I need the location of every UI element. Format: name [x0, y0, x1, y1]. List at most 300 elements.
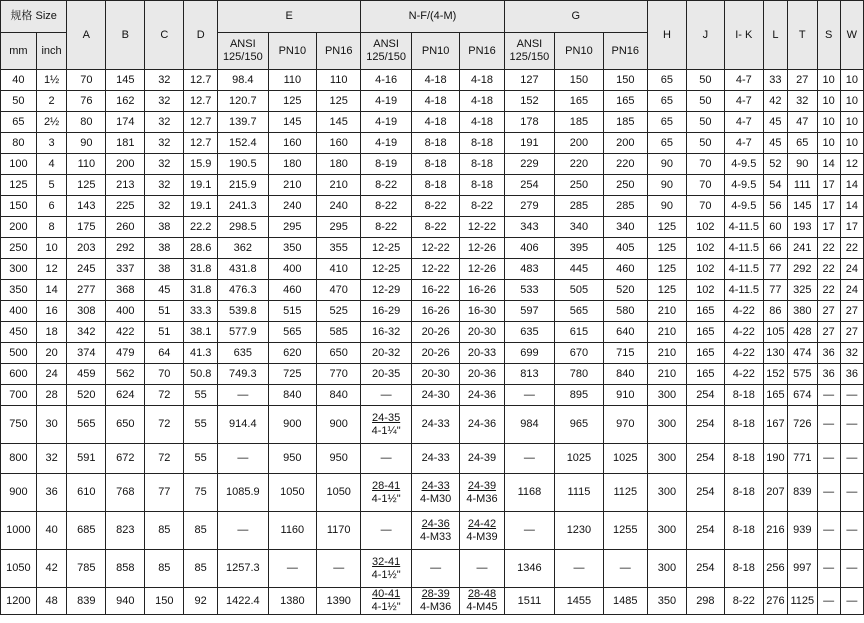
cell-c: 32	[145, 133, 184, 154]
cell-b: 624	[106, 385, 145, 406]
cell-e-pn16: —	[317, 550, 361, 588]
table-row	[1, 343, 864, 364]
cell-h: 65	[647, 70, 686, 91]
cell-b: 650	[106, 406, 145, 444]
cell-s: 14	[817, 154, 840, 175]
cell-mm: 100	[1, 154, 37, 175]
cell-e-pn10: 240	[268, 196, 316, 217]
cell-g-pn10: 965	[555, 406, 603, 444]
cell-j: 298	[686, 588, 724, 615]
cell-j: 70	[686, 154, 724, 175]
cell-g-ansi: 483	[504, 259, 555, 280]
cell-g-pn16: 185	[603, 112, 647, 133]
cell-s: 10	[817, 91, 840, 112]
cell-d: 85	[184, 550, 218, 588]
nf-pn10-header: PN10	[411, 33, 459, 70]
cell-ik: 4-9.5	[724, 175, 763, 196]
cell-nf-ansi: 32-41 4-1½"	[361, 550, 412, 588]
cell-g-pn16: 150	[603, 70, 647, 91]
cell-mm: 50	[1, 91, 37, 112]
table-row	[1, 259, 864, 280]
cell-w: —	[840, 588, 863, 615]
cell-nf-pn10: 20-26	[411, 343, 459, 364]
cell-s: —	[817, 444, 840, 474]
e-pn16-header: PN16	[317, 33, 361, 70]
cell-e-pn16: 240	[317, 196, 361, 217]
cell-g-ansi: 1511	[504, 588, 555, 615]
cell-nf-pn16: 24-36	[460, 385, 504, 406]
cell-h: 300	[647, 444, 686, 474]
cell-nf-ansi: 12-29	[361, 280, 412, 301]
cell-g-pn10: 150	[555, 70, 603, 91]
cell-a: 110	[67, 154, 106, 175]
cell-mm: 80	[1, 133, 37, 154]
cell-l: 54	[763, 175, 787, 196]
cell-nf-ansi: 28-41 4-1½"	[361, 474, 412, 512]
cell-j: 254	[686, 444, 724, 474]
nf-ansi-header: ANSI 125/150	[361, 33, 412, 70]
cell-t: 111	[788, 175, 818, 196]
size-header: 规格 Size	[1, 1, 67, 33]
cell-e-ansi: 362	[218, 238, 269, 259]
cell-g-ansi: 635	[504, 322, 555, 343]
cell-l: 33	[763, 70, 787, 91]
cell-g-ansi: 597	[504, 301, 555, 322]
cell-g-ansi: 406	[504, 238, 555, 259]
cell-s: 17	[817, 196, 840, 217]
cell-h: 65	[647, 133, 686, 154]
cell-d: 28.6	[184, 238, 218, 259]
cell-nf-pn16: 8-18	[460, 175, 504, 196]
cell-nf-ansi: 4-19	[361, 112, 412, 133]
cell-g-pn16: 640	[603, 322, 647, 343]
cell-b: 768	[106, 474, 145, 512]
cell-b: 940	[106, 588, 145, 615]
cell-d: 12.7	[184, 91, 218, 112]
cell-nf-pn10: 4-18	[411, 91, 459, 112]
cell-nf-pn16: 20-33	[460, 343, 504, 364]
cell-ik: 4-22	[724, 343, 763, 364]
table-row	[1, 154, 864, 175]
cell-t: 839	[788, 474, 818, 512]
cell-g-pn16: 1025	[603, 444, 647, 474]
cell-e-pn16: 770	[317, 364, 361, 385]
col-g-header: G	[504, 1, 647, 33]
cell-c: 77	[145, 474, 184, 512]
cell-a: 308	[67, 301, 106, 322]
cell-t: 474	[788, 343, 818, 364]
cell-inch: 48	[36, 588, 67, 615]
cell-a: 277	[67, 280, 106, 301]
cell-c: 32	[145, 175, 184, 196]
cell-nf-pn16: 16-30	[460, 301, 504, 322]
cell-e-pn10: 145	[268, 112, 316, 133]
cell-d: 12.7	[184, 70, 218, 91]
cell-h: 125	[647, 280, 686, 301]
cell-t: 325	[788, 280, 818, 301]
cell-nf-ansi: 40-41 4-1½"	[361, 588, 412, 615]
cell-nf-pn16: 16-26	[460, 280, 504, 301]
cell-mm: 250	[1, 238, 37, 259]
table-row	[1, 196, 864, 217]
cell-c: 51	[145, 322, 184, 343]
cell-ik: 4-11.5	[724, 259, 763, 280]
cell-inch: 20	[36, 343, 67, 364]
cell-w: 12	[840, 154, 863, 175]
cell-l: 167	[763, 406, 787, 444]
cell-nf-ansi: 16-32	[361, 322, 412, 343]
cell-e-ansi: 539.8	[218, 301, 269, 322]
cell-e-pn10: 350	[268, 238, 316, 259]
cell-g-ansi: 1168	[504, 474, 555, 512]
cell-e-pn10: 840	[268, 385, 316, 406]
cell-b: 145	[106, 70, 145, 91]
cell-nf-ansi: 4-19	[361, 133, 412, 154]
cell-d: 33.3	[184, 301, 218, 322]
cell-e-pn10: 1050	[268, 474, 316, 512]
cell-g-pn10: 395	[555, 238, 603, 259]
cell-ik: 4-11.5	[724, 217, 763, 238]
cell-g-pn10: 200	[555, 133, 603, 154]
cell-nf-ansi: —	[361, 385, 412, 406]
cell-e-ansi: 431.8	[218, 259, 269, 280]
cell-d: 31.8	[184, 280, 218, 301]
cell-c: 38	[145, 238, 184, 259]
col-j-header: J	[686, 1, 724, 70]
cell-b: 858	[106, 550, 145, 588]
cell-inch: 1½	[36, 70, 67, 91]
cell-w: 14	[840, 175, 863, 196]
cell-g-pn16: 460	[603, 259, 647, 280]
cell-s: —	[817, 385, 840, 406]
cell-g-ansi: 254	[504, 175, 555, 196]
cell-a: 76	[67, 91, 106, 112]
cell-t: 241	[788, 238, 818, 259]
cell-h: 65	[647, 112, 686, 133]
cell-inch: 12	[36, 259, 67, 280]
col-h-header: H	[647, 1, 686, 70]
col-d-header: D	[184, 1, 218, 70]
cell-g-pn16: 520	[603, 280, 647, 301]
cell-e-pn16: 295	[317, 217, 361, 238]
cell-e-pn16: 355	[317, 238, 361, 259]
table-row	[1, 91, 864, 112]
cell-g-pn16: 840	[603, 364, 647, 385]
table-row	[1, 474, 864, 512]
cell-b: 292	[106, 238, 145, 259]
cell-inch: 16	[36, 301, 67, 322]
cell-inch: 40	[36, 512, 67, 550]
cell-nf-pn10: 24-33	[411, 406, 459, 444]
cell-j: 165	[686, 364, 724, 385]
cell-nf-pn16: 24-36	[460, 406, 504, 444]
cell-a: 591	[67, 444, 106, 474]
cell-c: 32	[145, 196, 184, 217]
cell-mm: 900	[1, 474, 37, 512]
cell-e-pn10: 160	[268, 133, 316, 154]
cell-t: 193	[788, 217, 818, 238]
cell-inch: 32	[36, 444, 67, 474]
cell-ik: 8-18	[724, 444, 763, 474]
cell-nf-pn10: 24-33	[411, 444, 459, 474]
cell-e-pn10: 110	[268, 70, 316, 91]
cell-nf-pn16: 20-30	[460, 322, 504, 343]
cell-l: 105	[763, 322, 787, 343]
cell-b: 422	[106, 322, 145, 343]
cell-l: 77	[763, 259, 787, 280]
cell-inch: 2	[36, 91, 67, 112]
cell-ik: 4-7	[724, 133, 763, 154]
cell-d: 15.9	[184, 154, 218, 175]
cell-h: 210	[647, 343, 686, 364]
cell-t: 65	[788, 133, 818, 154]
cell-s: 10	[817, 112, 840, 133]
g-pn16-header: PN16	[603, 33, 647, 70]
table-row	[1, 112, 864, 133]
cell-d: 12.7	[184, 133, 218, 154]
cell-inch: 4	[36, 154, 67, 175]
cell-g-pn16: 285	[603, 196, 647, 217]
cell-s: —	[817, 588, 840, 615]
cell-w: 14	[840, 196, 863, 217]
cell-mm: 200	[1, 217, 37, 238]
cell-ik: 4-7	[724, 91, 763, 112]
cell-c: 70	[145, 364, 184, 385]
cell-c: 72	[145, 385, 184, 406]
cell-g-ansi: 191	[504, 133, 555, 154]
cell-h: 125	[647, 217, 686, 238]
cell-h: 210	[647, 364, 686, 385]
cell-s: 36	[817, 364, 840, 385]
cell-a: 565	[67, 406, 106, 444]
cell-w: —	[840, 512, 863, 550]
cell-b: 162	[106, 91, 145, 112]
cell-j: 165	[686, 343, 724, 364]
cell-g-ansi: 178	[504, 112, 555, 133]
cell-a: 459	[67, 364, 106, 385]
cell-t: 939	[788, 512, 818, 550]
cell-mm: 1050	[1, 550, 37, 588]
cell-inch: 3	[36, 133, 67, 154]
cell-t: 771	[788, 444, 818, 474]
cell-e-ansi: 476.3	[218, 280, 269, 301]
cell-nf-pn10: 8-22	[411, 217, 459, 238]
cell-mm: 500	[1, 343, 37, 364]
table-row	[1, 550, 864, 588]
cell-e-pn16: 585	[317, 322, 361, 343]
cell-l: 130	[763, 343, 787, 364]
cell-nf-pn16: 28-48 4-M45	[460, 588, 504, 615]
cell-b: 260	[106, 217, 145, 238]
cell-h: 300	[647, 406, 686, 444]
cell-s: —	[817, 512, 840, 550]
cell-c: 64	[145, 343, 184, 364]
cell-e-pn10: 725	[268, 364, 316, 385]
cell-g-pn16: 165	[603, 91, 647, 112]
cell-l: 165	[763, 385, 787, 406]
cell-nf-pn10: 16-22	[411, 280, 459, 301]
cell-e-pn10: —	[268, 550, 316, 588]
cell-w: 27	[840, 322, 863, 343]
cell-nf-ansi: 12-25	[361, 238, 412, 259]
cell-b: 174	[106, 112, 145, 133]
cell-nf-pn10: 24-36 4-M33	[411, 512, 459, 550]
cell-c: 85	[145, 512, 184, 550]
cell-inch: 2½	[36, 112, 67, 133]
cell-e-pn16: 160	[317, 133, 361, 154]
cell-ik: 4-22	[724, 364, 763, 385]
cell-j: 102	[686, 280, 724, 301]
cell-ik: 4-22	[724, 322, 763, 343]
cell-e-pn16: 900	[317, 406, 361, 444]
cell-w: 24	[840, 280, 863, 301]
cell-a: 203	[67, 238, 106, 259]
cell-nf-pn16: 12-26	[460, 259, 504, 280]
cell-c: 85	[145, 550, 184, 588]
cell-g-pn16: 405	[603, 238, 647, 259]
cell-d: 19.1	[184, 175, 218, 196]
cell-c: 51	[145, 301, 184, 322]
cell-c: 32	[145, 91, 184, 112]
cell-j: 254	[686, 550, 724, 588]
cell-h: 125	[647, 259, 686, 280]
header-row-1	[1, 1, 864, 33]
cell-h: 300	[647, 512, 686, 550]
cell-b: 337	[106, 259, 145, 280]
cell-e-pn10: 950	[268, 444, 316, 474]
cell-d: 12.7	[184, 112, 218, 133]
cell-g-pn16: 250	[603, 175, 647, 196]
cell-a: 143	[67, 196, 106, 217]
table-row	[1, 70, 864, 91]
cell-s: 27	[817, 301, 840, 322]
cell-d: 85	[184, 512, 218, 550]
col-nf-header: N-F/(4-M)	[361, 1, 504, 33]
cell-nf-pn10: 20-26	[411, 322, 459, 343]
cell-g-pn16: 200	[603, 133, 647, 154]
cell-w: 32	[840, 343, 863, 364]
cell-w: 24	[840, 259, 863, 280]
cell-e-pn10: 900	[268, 406, 316, 444]
table-row	[1, 238, 864, 259]
cell-nf-ansi: 8-19	[361, 154, 412, 175]
cell-t: 380	[788, 301, 818, 322]
cell-l: 152	[763, 364, 787, 385]
mm-header: mm	[1, 33, 37, 70]
cell-g-ansi: 127	[504, 70, 555, 91]
cell-e-ansi: 241.3	[218, 196, 269, 217]
col-ik-header: I- K	[724, 1, 763, 70]
cell-ik: 8-18	[724, 512, 763, 550]
cell-g-ansi: —	[504, 385, 555, 406]
cell-e-pn16: 125	[317, 91, 361, 112]
cell-nf-pn10: 8-22	[411, 196, 459, 217]
table-row	[1, 512, 864, 550]
cell-e-pn10: 1380	[268, 588, 316, 615]
cell-nf-pn16: 4-18	[460, 70, 504, 91]
cell-mm: 700	[1, 385, 37, 406]
cell-e-ansi: 190.5	[218, 154, 269, 175]
cell-w: 17	[840, 217, 863, 238]
cell-nf-ansi: 4-19	[361, 91, 412, 112]
cell-g-pn16: —	[603, 550, 647, 588]
cell-ik: 4-11.5	[724, 238, 763, 259]
cell-g-ansi: 1346	[504, 550, 555, 588]
cell-c: 32	[145, 112, 184, 133]
cell-s: 17	[817, 217, 840, 238]
cell-t: 575	[788, 364, 818, 385]
cell-t: 1125	[788, 588, 818, 615]
cell-mm: 125	[1, 175, 37, 196]
col-e-header: E	[218, 1, 361, 33]
table-row	[1, 406, 864, 444]
cell-e-pn16: 525	[317, 301, 361, 322]
cell-d: 41.3	[184, 343, 218, 364]
cell-d: 38.1	[184, 322, 218, 343]
cell-ik: 8-18	[724, 474, 763, 512]
cell-a: 342	[67, 322, 106, 343]
cell-g-pn16: 1485	[603, 588, 647, 615]
cell-nf-pn10: 24-30	[411, 385, 459, 406]
cell-w: 22	[840, 238, 863, 259]
cell-l: 86	[763, 301, 787, 322]
cell-mm: 450	[1, 322, 37, 343]
cell-e-ansi: 98.4	[218, 70, 269, 91]
cell-t: 726	[788, 406, 818, 444]
cell-w: 10	[840, 91, 863, 112]
cell-e-pn10: 460	[268, 280, 316, 301]
col-c-header: C	[145, 1, 184, 70]
cell-e-pn16: 180	[317, 154, 361, 175]
cell-nf-pn10: 24-33 4-M30	[411, 474, 459, 512]
cell-ik: 4-9.5	[724, 196, 763, 217]
cell-inch: 10	[36, 238, 67, 259]
cell-l: 256	[763, 550, 787, 588]
cell-g-pn10: 340	[555, 217, 603, 238]
cell-w: 10	[840, 133, 863, 154]
cell-nf-pn16: 20-36	[460, 364, 504, 385]
cell-h: 210	[647, 322, 686, 343]
cell-e-pn16: 950	[317, 444, 361, 474]
table-row	[1, 588, 864, 615]
cell-e-pn16: 840	[317, 385, 361, 406]
cell-b: 400	[106, 301, 145, 322]
cell-inch: 28	[36, 385, 67, 406]
cell-nf-ansi: 12-25	[361, 259, 412, 280]
cell-j: 102	[686, 259, 724, 280]
cell-s: 17	[817, 175, 840, 196]
cell-e-pn10: 515	[268, 301, 316, 322]
cell-j: 50	[686, 70, 724, 91]
cell-g-pn16: 970	[603, 406, 647, 444]
cell-d: 50.8	[184, 364, 218, 385]
cell-h: 210	[647, 301, 686, 322]
col-a-header: A	[67, 1, 106, 70]
cell-ik: 4-9.5	[724, 154, 763, 175]
cell-g-pn16: 910	[603, 385, 647, 406]
cell-nf-pn10: 8-18	[411, 133, 459, 154]
cell-nf-pn16: 24-39 4-M36	[460, 474, 504, 512]
cell-b: 200	[106, 154, 145, 175]
cell-b: 672	[106, 444, 145, 474]
cell-j: 102	[686, 238, 724, 259]
cell-e-pn16: 470	[317, 280, 361, 301]
cell-e-pn16: 410	[317, 259, 361, 280]
cell-ik: 4-7	[724, 70, 763, 91]
g-pn10-header: PN10	[555, 33, 603, 70]
cell-a: 175	[67, 217, 106, 238]
cell-j: 70	[686, 196, 724, 217]
